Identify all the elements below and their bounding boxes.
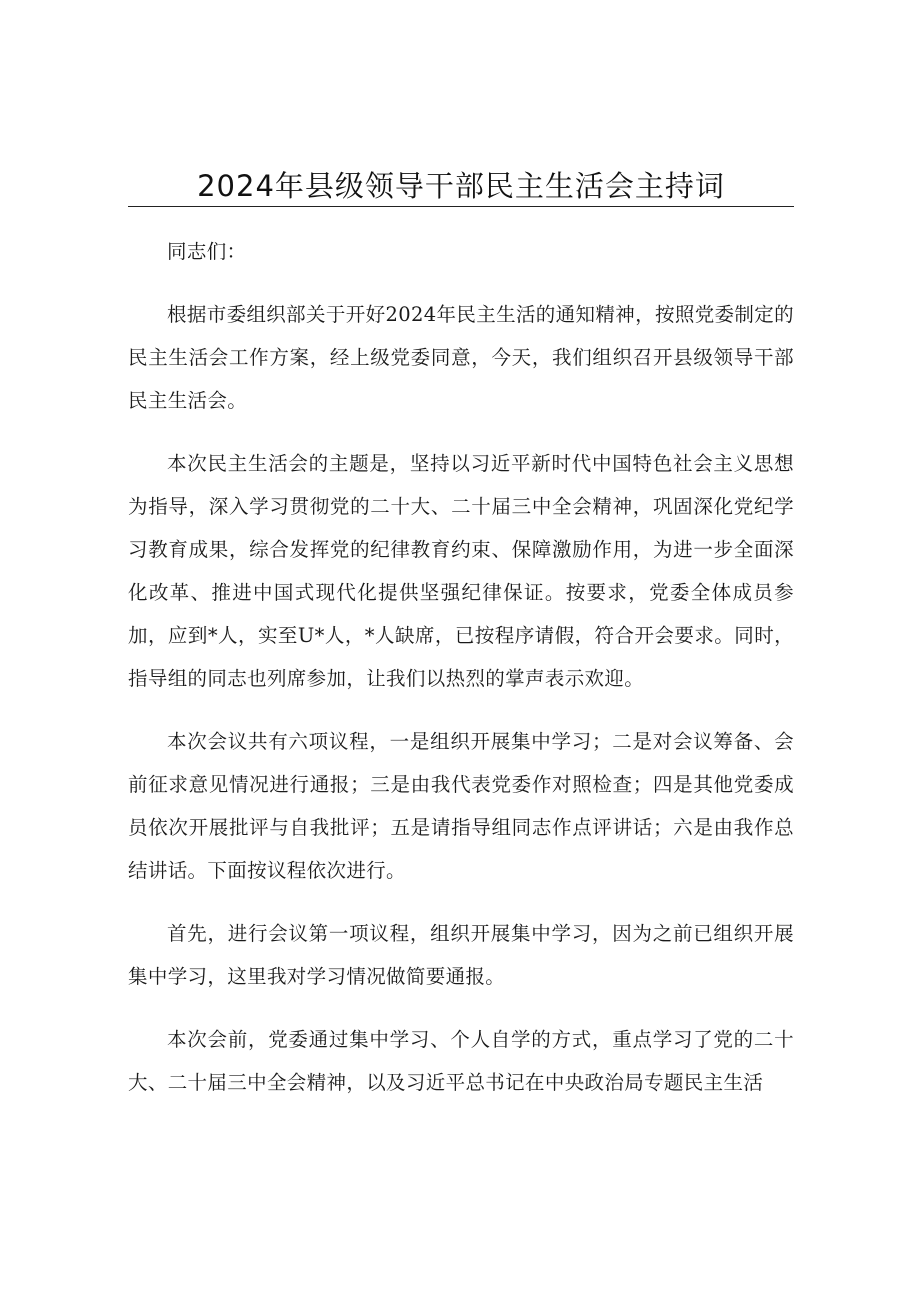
document-body	[128, 230, 794, 1104]
body-paragraph: 本次会前，党委通过集中学习、个人自学的方式，重点学习了党的二十大、二十届三中全会精神，以及习近平总书记在中央政治局专题民主生活	[128, 1028, 794, 1094]
title-underline	[128, 206, 794, 207]
body-paragraph: 本次民主生活会的主题是，坚持以习近平新时代中国特色社会主义思想为指导，深入学习贯彻党的二十大、二十届三中全会精神，巩固深化党纪学习教育成果，综合发挥党的纪律教育约束、保障激励作用，为进一步全面深化改革、推进中国式现代化提供坚强纪律保证。按要求，党委全体成员参加，应到*人，实至U*人，*人缺席，已按程序请假，符合开会要求。同时，指导组的同志也列席参加，让我们以热烈的掌声表示欢迎。	[128, 452, 794, 690]
body-paragraph: 首先，进行会议第一项议程，组织开展集中学习，因为之前已组织开展集中学习，这里我对学习情况做简要通报。	[128, 922, 794, 988]
body-paragraph: 本次会议共有六项议程，一是组织开展集中学习；二是对会议筹备、会前征求意见情况进行通报；三是由我代表党委作对照检查；四是其他党委成员依次开展批评与自我批评；五是请指导组同志作点评讲话；六是由我作总结讲话。下面按议程依次进行。	[128, 730, 794, 882]
document-title: 2024年县级领导干部民主生活会主持词	[197, 169, 725, 203]
greeting-paragraph: 同志们：	[167, 240, 247, 263]
body-paragraph: 根据市委组织部关于开好2024年民主生活的通知精神，按照党委制定的民主生活会工作方案，经上级党委同意，今天，我们组织召开县级领导干部民主生活会。	[128, 303, 794, 412]
